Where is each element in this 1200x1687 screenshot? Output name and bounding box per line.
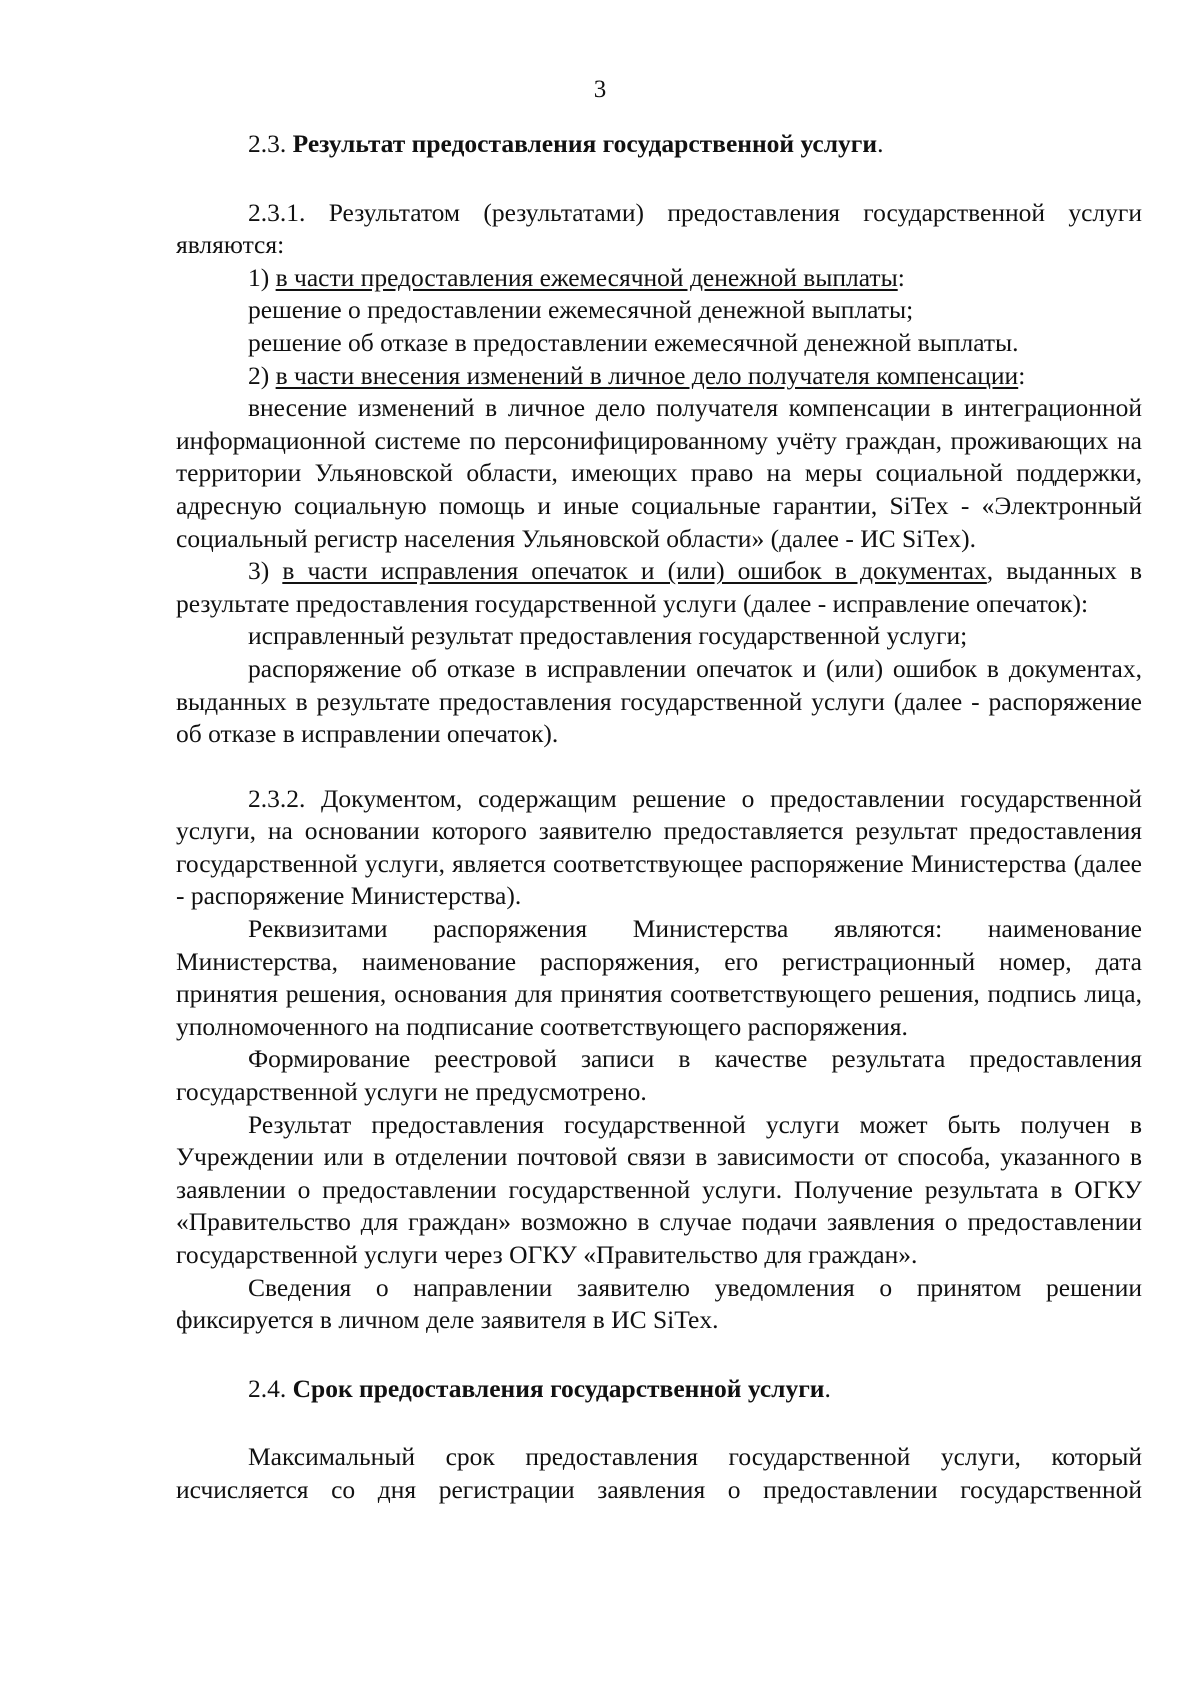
list-item-end: , выданных в результате предоставления государственной услуги (далее - исправление опечаток): — [176, 556, 1143, 618]
section-title-end: . — [824, 1373, 831, 1403]
list-item-number: 3) — [248, 556, 283, 586]
section-heading-2-3 — [176, 128, 1142, 161]
list-item-3-corrected-result: исправленный результат предоставления государственной услуги; — [248, 621, 968, 651]
list-item-number: 2) — [248, 360, 276, 390]
list-item-2 — [176, 360, 1142, 393]
section-heading-2-4 — [176, 1373, 1142, 1406]
list-item-number: 1) — [248, 262, 276, 292]
paragraph-2-4: Максимальный срок предоставления государственной услуги, который исчисляется со дня регистрации заявления о предоставлении государственной — [176, 1442, 1142, 1504]
section-title: Срок предоставления государственной услуги — [292, 1373, 825, 1403]
list-item-3 — [176, 555, 1142, 620]
list-item-label: в части предоставления ежемесячной денежной выплаты — [275, 262, 898, 292]
list-item-end: : — [1018, 360, 1026, 390]
list-item-1-decision-grant: решение о предоставлении ежемесячной денежной выплаты; — [248, 295, 914, 325]
paragraph-2-3-1: 2.3.1. Результатом (результатами) предоставления государственной услуги являются: — [176, 197, 1142, 260]
paragraph-notice: Сведения о направлении заявителю уведомления о принятом решении фиксируется в личном деле заявителя в ИС SiTex. — [176, 1272, 1142, 1335]
document-body — [176, 128, 1142, 1507]
section-number: 2.4. — [248, 1373, 287, 1403]
paragraph-requisites: Реквизитами распоряжения Министерства являются: наименование Министерства, наименование распоряжения, его регистрационный номер, дата принятия решения, основания для принятия соответствующего решения, подпись лица, уполномоченного на подписание соответствующего распоряжения. — [176, 914, 1142, 1041]
list-item-label: в части исправления опечаток и (или) ошибок в документах — [282, 556, 987, 586]
paragraph-registry: Формирование реестровой записи в качестве результата предоставления государственной услуги не предусмотрено. — [176, 1044, 1142, 1107]
list-item-3-refusal-order: распоряжение об отказе в исправлении опечаток и (или) ошибок в документах, выданных в результате предоставления государственной услуги (далее - распоряжение об отказе в исправлении опечаток). — [176, 653, 1142, 749]
paragraph-2-3-2: 2.3.2. Документом, содержащим решение о предоставлении государственной услуги, на основании которого заявителю предоставляется результат предоставления государственной услуги, является соответствующее распоряжение Министерства (далее - распоряжение Министерства). — [176, 783, 1142, 911]
section-number: 2.3. — [248, 129, 287, 158]
section-title: Результат предоставления государственной услуги — [292, 129, 878, 158]
list-item-end: : — [897, 262, 905, 292]
section-title-end: . — [877, 129, 884, 158]
list-item-1-decision-refuse: решение об отказе в предоставлении ежемесячной денежной выплаты. — [248, 327, 1019, 357]
paragraph-result: Результат предоставления государственной услуги может быть получен в Учреждении или в отделении почтовой связи в зависимости от способа, указанного в заявлении о предоставлении государственной услуги. Получение результата в ОГКУ «Правительство для граждан» возможно в случае подачи заявления о предоставлении государственной услуги через ОГКУ «Правительство для граждан». — [176, 1109, 1142, 1269]
page-number: 3 — [593, 76, 607, 103]
list-item-label: в части внесения изменений в личное дело получателя компенсации — [275, 360, 1019, 390]
list-item-1 — [176, 262, 1142, 295]
list-item-2-text: внесение изменений в личное дело получателя компенсации в интеграционной информационной системе по персонифицированному учёту граждан, проживающих на территории Ульяновской области, имеющих право на меры социальной поддержки, адресную социальную помощь и иные социальные гарантии, SiTex - «Электронный социальный регистр населения Ульяновской области» (далее - ИС SiTex). — [176, 393, 1142, 553]
